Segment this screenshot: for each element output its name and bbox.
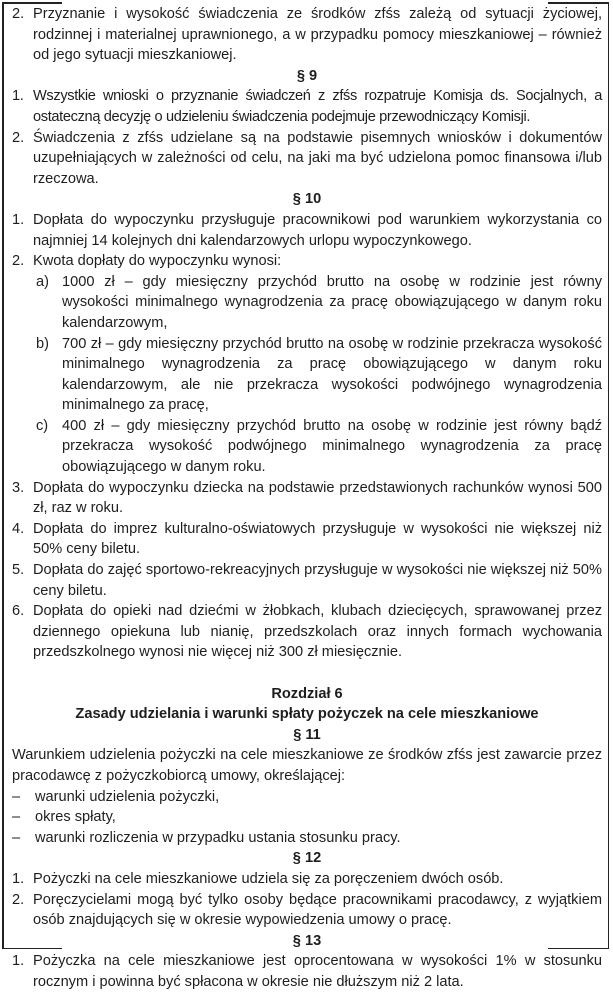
section-heading: § 13 [292, 932, 322, 949]
list-item-text: Świadczenia z zfśs udzielane są na podstawie pisemnych wniosków i dokumentów uzupełniających w zależności od celu, na jaki ma być udzielona pomoc finansowa i/lub rzeczowa. [33, 129, 602, 187]
list-marker: 2. [12, 6, 25, 22]
list-marker: a) [36, 273, 49, 290]
list-marker: 1. [12, 870, 25, 887]
list-item-text: 700 zł – gdy miesięczny przychód brutto na osobę w rodzinie przekracza wysokość minimalnego wynagrodzenia za pracę obowiązującego w danym roku kalendarzowym, ale nie przekracza wysokości podwójnego wynagrodzenia minimalnego za pracę, [62, 335, 602, 414]
chapter-heading: Zasady udzielania i warunki spłaty pożyczek na cele mieszkaniowe [75, 706, 539, 723]
section-heading: § 12 [292, 850, 322, 867]
dash-list-item [12, 828, 602, 849]
section-heading: § 11 [293, 726, 321, 743]
list-item-text: Dopłata do wypoczynku przysługuje pracownikowi pod warunkiem wykorzystania co najmniej 14 kolejnych dni kalendarzowych urlopu wypoczynkowego. [33, 211, 602, 249]
section-heading: § 9 [296, 67, 318, 84]
list-marker: 6. [12, 603, 25, 620]
list-item [12, 86, 602, 127]
list-marker: 2. [12, 129, 25, 146]
list-marker: 5. [12, 562, 25, 579]
list-marker: b) [36, 335, 49, 352]
list-marker: 4. [12, 520, 25, 537]
list-item [12, 560, 602, 601]
list-item [12, 128, 602, 190]
list-item-text: okres spłaty, [35, 809, 116, 826]
list-item-text: Dopłata do imprez kulturalno-oświatowych przysługuje w wysokości nie większej niż 50% ceny biletu. [33, 520, 602, 558]
list-marker: 1. [12, 88, 24, 105]
list-item-text: Przyznanie i wysokość świadczenia ze środków zfśs zależą od sytuacji życiowej, rodzinnej i materialnej uprawnionego, a w przypadku pomocy mieszkaniowej – również od jego sytuacji mieszkaniowej. [33, 6, 602, 64]
list-marker: 2. [12, 891, 25, 908]
list-marker: 1. [12, 953, 25, 970]
list-item-text: Kwota dopłaty do wypoczynku wynosi: [33, 253, 282, 270]
list-item [12, 519, 602, 560]
list-item [12, 251, 602, 272]
list-marker: 2. [12, 253, 25, 270]
list-item [12, 951, 602, 992]
list-item-text: 400 zł – gdy miesięczny przychód brutto na osobę w rodzinie jest równy bądź przekracza wysokość podwójnego minimalnego wynagrodzenia za pracę obowiązującego w danym roku. [62, 417, 602, 476]
sub-list-item [12, 416, 602, 478]
list-item-text: Wszystkie wnioski o przyznanie świadczeń z zfśs rozpatruje Komisja ds. Socjalnych, a ostateczną decyzję o udzieleniu świadczenia podejmuje przewodniczący Komisji. [33, 88, 602, 125]
list-item-text: 1000 zł – gdy miesięczny przychód brutto na osobę w rodzinie jest równy wysokości minimalnego wynagrodzenia za pracę obowiązującego w danym roku kalendarzowym, [62, 273, 602, 331]
dash-list-item [12, 807, 602, 828]
frame-left [2, 2, 4, 949]
list-item [12, 478, 602, 519]
list-item-text: Dopłata do wypoczynku dziecka na podstawie przedstawionych rachunków wynosi 500 zł, raz w roku. [33, 479, 602, 517]
list-item [12, 4, 602, 66]
section-heading: § 10 [292, 191, 322, 208]
frame-right [608, 2, 610, 949]
list-item-text: warunki rozliczenia w przypadku ustania stosunku pracy. [35, 829, 401, 846]
spacer [12, 663, 602, 684]
list-marker: – [12, 809, 21, 826]
paragraph: Warunkiem udzielenia pożyczki na cele mieszkaniowe ze środków zfśs jest zawarcie przez pracodawcę z pożyczkobiorcą umowy, określającej: [12, 747, 602, 784]
chapter-heading: Rozdział 6 [271, 685, 343, 702]
list-item [12, 890, 602, 931]
sub-list-item [12, 334, 602, 416]
list-item-text: Poręczycielami mogą być tylko osoby będące pracownikami pracodawcy, z wyjątkiem osób znajdujących się w okresie wypowiedzenia umowy o pracę. [33, 891, 602, 929]
list-marker: 3. [12, 479, 25, 496]
list-marker: – [12, 829, 21, 846]
list-item-text: Pożyczki na cele mieszkaniowe udziela się za poręczeniem dwóch osób. [33, 870, 504, 887]
list-item [12, 601, 602, 663]
list-item [12, 869, 602, 890]
list-item-text: warunki udzielenia pożyczki, [35, 788, 220, 805]
dash-list-item [12, 787, 602, 808]
document-body [12, 4, 602, 993]
list-item [12, 210, 602, 251]
list-item-text: Dopłata do zajęć sportowo-rekreacyjnych przysługuje w wysokości nie większej niż 50% ceny biletu. [33, 562, 602, 599]
sub-list-item [12, 272, 602, 334]
list-marker: c) [36, 417, 49, 434]
list-marker: 1. [12, 211, 25, 228]
list-item-text: Dopłata do opieki nad dziećmi w żłobkach, klubach dziecięcych, sprawowanej przez dziennego opiekuna lub nianię, przedszkolach oraz innych formach wychowania przedszkolnego wynosi nie więcej niż 300 zł miesięcznie. [33, 603, 602, 661]
list-item-text: Pożyczka na cele mieszkaniowe jest oprocentowana w wysokości 1% w stosunku rocznym i powinna być spłacona w okresie nie dłuższym niż 2 lata. [33, 953, 602, 990]
list-marker: – [12, 788, 21, 805]
